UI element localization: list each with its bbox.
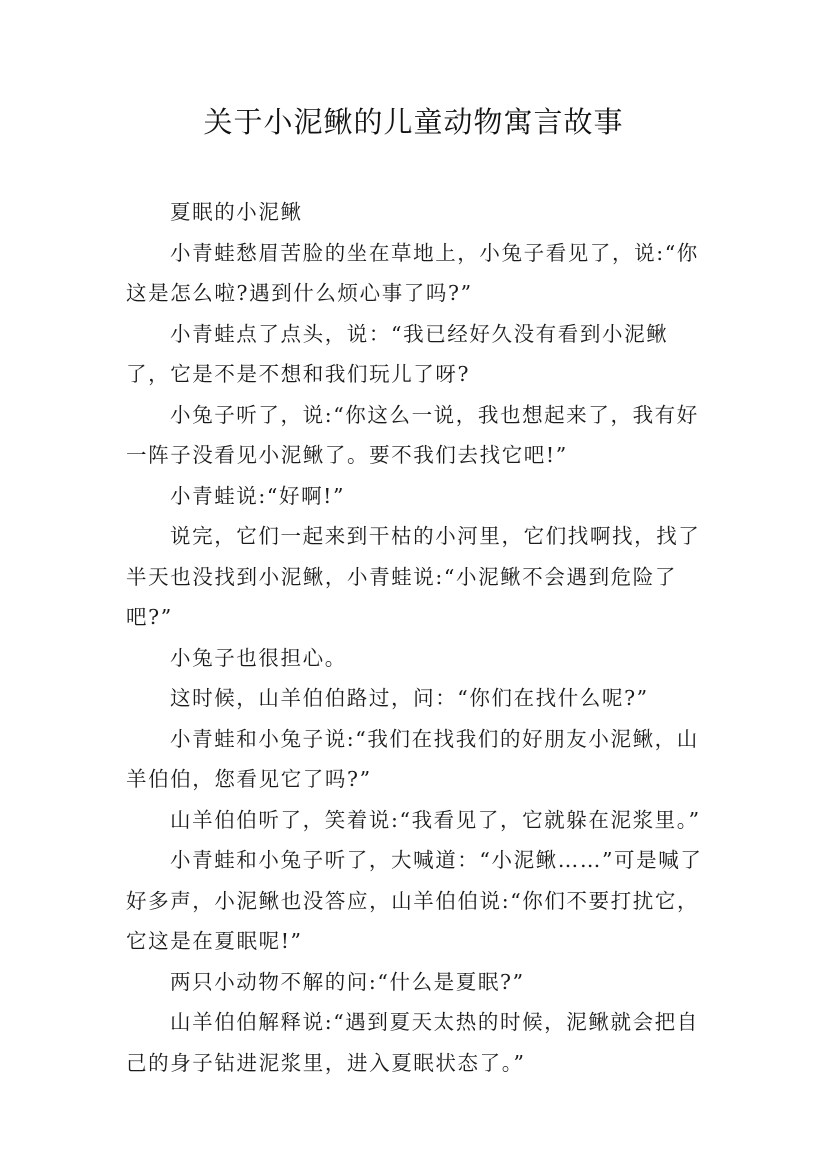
paragraph: 小青蛙愁眉苦脸的坐在草地上，小兔子看见了，说:“你这是怎么啦?遇到什么烦心事了吗?” [126, 240, 699, 305]
paragraph: 这时候，山羊伯伯路过，问：“你们在找什么呢?” [170, 686, 649, 710]
paragraph: 小兔子也很担心。 [170, 645, 347, 670]
paragraph: 小青蛙和小兔子听了，大喊道：“小泥鳅……”可是喊了好多声，小泥鳅也没答应，山羊伯伯说:“你们不要打扰它，它这是在夏眠呢!” [126, 848, 703, 953]
page-title: 关于小泥鳅的儿童动物寓言故事 [203, 105, 624, 139]
paragraph: 说完，它们一起来到干枯的小河里，它们找啊找，找了半天也没找到小泥鳅，小青蛙说:“小泥鳅不会遇到危险了吧?” [126, 524, 701, 629]
paragraph: 山羊伯伯听了，笑着说:“我看见了，它就躲在泥浆里。” [170, 807, 701, 832]
paragraph: 山羊伯伯解释说:“遇到夏天太热的时候，泥鳅就会把自己的身子钻进泥浆里，进入夏眠状态了。” [126, 1010, 699, 1075]
paragraph: 小青蛙和小兔子说:“我们在找我们的好朋友小泥鳅，山羊伯伯，您看见它了吗?” [126, 726, 699, 791]
paragraph: 小兔子听了，说:“你这么一说，我也想起来了，我有好一阵子没看见小泥鳅了。要不我们去找它吧!” [126, 402, 699, 467]
paragraph-subtitle: 夏眠的小泥鳅 [170, 200, 303, 224]
paragraph: 小青蛙说:“好啊!” [170, 483, 346, 508]
paragraph: 小青蛙点了点头，说：“我已经好久没有看到小泥鳅了，它是不是不想和我们玩儿了呀? [126, 321, 669, 386]
paragraph: 两只小动物不解的问:“什么是夏眠?” [170, 969, 525, 994]
story-body [126, 192, 706, 1083]
